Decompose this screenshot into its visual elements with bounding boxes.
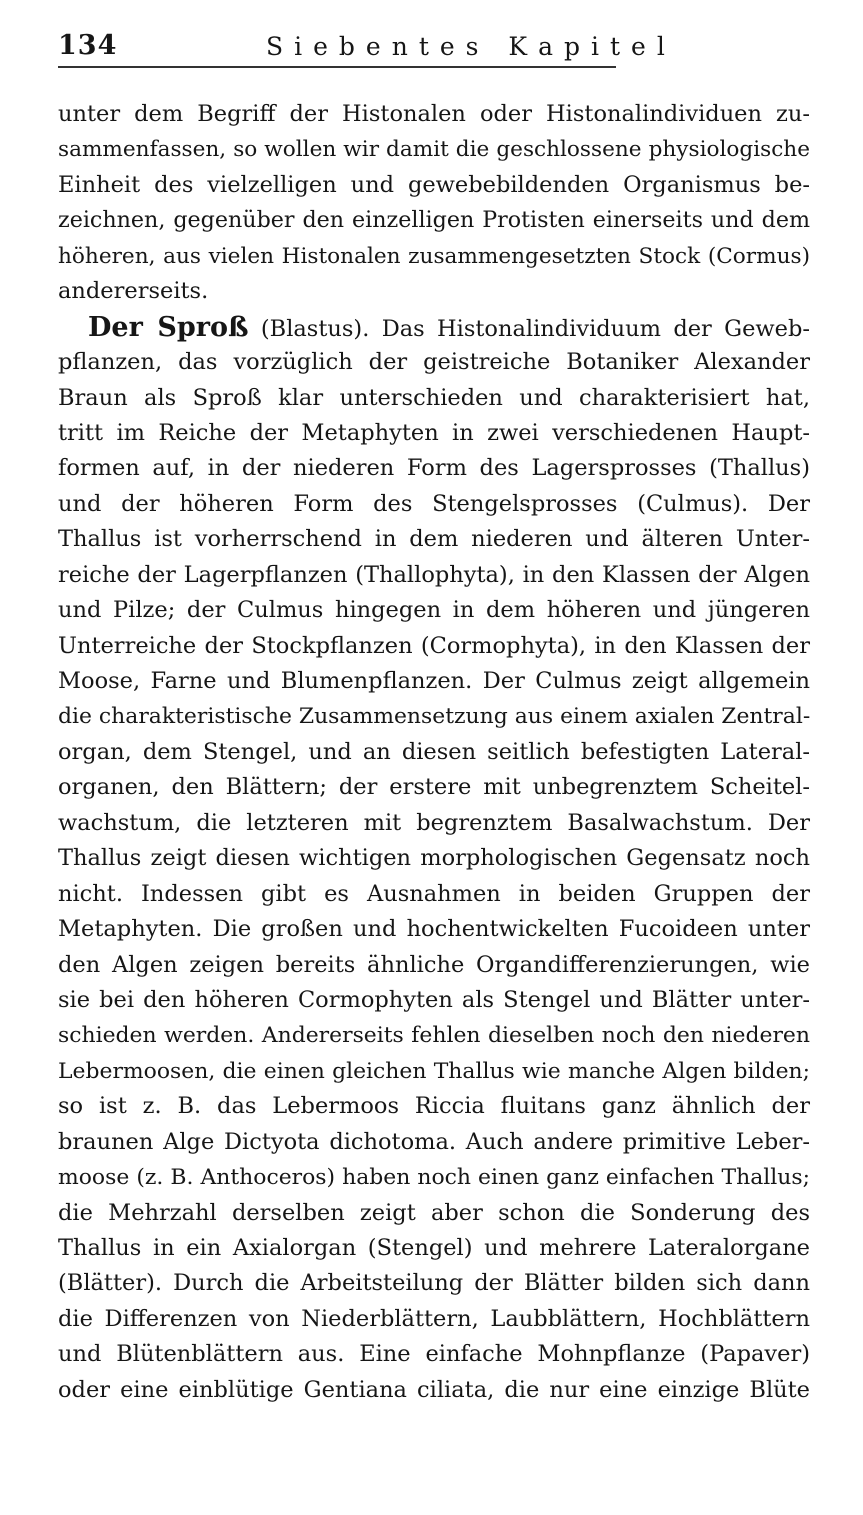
- text-line: Einheit des vielzelligen und gewebebildenden Organismus be-: [58, 171, 810, 198]
- running-head: Siebentes Kapitel: [266, 32, 676, 61]
- text-line: Lebermoosen, die einen gleichen Thallus wie manche Algen bilden;: [58, 1058, 810, 1084]
- page-number: 134: [58, 30, 118, 61]
- text-line: Moose, Farne und Blumenpflanzen. Der Culmus zeigt allgemein: [58, 668, 810, 694]
- text-line: formen auf, in der niederen Form des Lagersprosses (Thallus): [58, 455, 810, 482]
- text-line: moose (z. B. Anthoceros) haben noch einen ganz einfachen Thallus;: [58, 1165, 810, 1191]
- text-line: die Mehrzahl derselben zeigt aber schon die Sonderung des: [58, 1199, 810, 1226]
- body-text: [58, 97, 810, 1515]
- text-line: und Blütenblättern aus. Eine einfache Mohnpflanze (Papaver): [58, 1341, 810, 1368]
- text-line: unter dem Begriff der Histonalen oder Histonalindividuen zu-: [58, 101, 810, 127]
- text-line: nicht. Indessen gibt es Ausnahmen in beiden Gruppen der: [58, 880, 810, 907]
- text-line: Thallus ist vorherrschend in dem niederen und älteren Unter-: [58, 526, 810, 553]
- text-line: wachstum, die letzteren mit begrenztem Basalwachstum. Der: [58, 809, 810, 836]
- text-line: sammenfassen, so wollen wir damit die geschlossene physiologische: [58, 137, 810, 163]
- section-heading: Der Sproß: [88, 311, 249, 343]
- text-line: organen, den Blättern; der erstere mit unbegrenztem Scheitel-: [58, 774, 810, 801]
- text-line: [58, 1408, 810, 1443]
- text-line: Unterreiche der Stockpflanzen (Cormophyta), in den Klassen der: [58, 632, 810, 659]
- text-line: sie bei den höheren Cormophyten als Stengel und Blätter unter-: [58, 986, 810, 1013]
- text-line: braunen Alge Dictyota dichotoma. Auch andere primitive Leber-: [58, 1128, 810, 1155]
- text-line: (Blätter). Durch die Arbeitsteilung der Blätter bilden sich dann: [58, 1270, 810, 1297]
- text-line: den Algen zeigen bereits ähnliche Organdifferenzierungen, wie: [58, 951, 810, 978]
- text-line: zeichnen, gegenüber den einzelligen Protisten einerseits und dem: [58, 207, 810, 234]
- text-line: Thallus in ein Axialorgan (Stengel) und mehrere Lateralorgane: [58, 1235, 810, 1261]
- text-line: [58, 1479, 810, 1514]
- header-rule: [58, 66, 616, 68]
- text-line: die Differenzen von Niederblättern, Laubblättern, Hochblättern: [58, 1305, 810, 1332]
- text-line: und der höheren Form des Stengelsprosses (Culmus). Der: [58, 490, 810, 517]
- page-header: [58, 30, 810, 64]
- text-line: so ist z. B. das Lebermoos Riccia fluitans ganz ähnlich der: [58, 1093, 810, 1120]
- text-line: die charakteristische Zusammensetzung aus einem axialen Zentral-: [58, 704, 811, 730]
- text-line: schieden werden. Andererseits fehlen dieselben noch den niederen: [58, 1023, 810, 1049]
- text-line: höheren, aus vielen Histonalen zusammengesetzten Stock (Cormus): [58, 243, 810, 269]
- text-line: andererseits.: [58, 278, 209, 305]
- text-line: oder eine einblütige Gentiana ciliata, die nur eine einzige Blüte: [58, 1376, 810, 1403]
- text-line: reiche der Lagerpflanzen (Thallophyta), in den Klassen der Algen: [58, 561, 810, 588]
- text-line: pflanzen, das vorzüglich der geistreiche Botaniker Alexander: [58, 349, 810, 376]
- text-line: [58, 1444, 810, 1479]
- section-first-line: [58, 310, 810, 345]
- section-first-line-text: (Blastus). Das Histonalindividuum der Geweb-: [260, 315, 811, 342]
- text-line: Thallus zeigt diesen wichtigen morphologischen Gegensatz noch: [58, 845, 810, 872]
- text-line: tritt im Reiche der Metaphyten in zwei verschiedenen Haupt-: [58, 419, 810, 446]
- text-line: Braun als Sproß klar unterschieden und charakterisiert hat,: [58, 384, 810, 411]
- text-line: Metaphyten. Die großen und hochentwickelten Fucoideen unter: [58, 916, 810, 943]
- text-line: organ, dem Stengel, und an diesen seitlich befestigten Lateral-: [58, 738, 810, 765]
- text-line: und Pilze; der Culmus hingegen in dem höheren und jüngeren: [58, 597, 810, 624]
